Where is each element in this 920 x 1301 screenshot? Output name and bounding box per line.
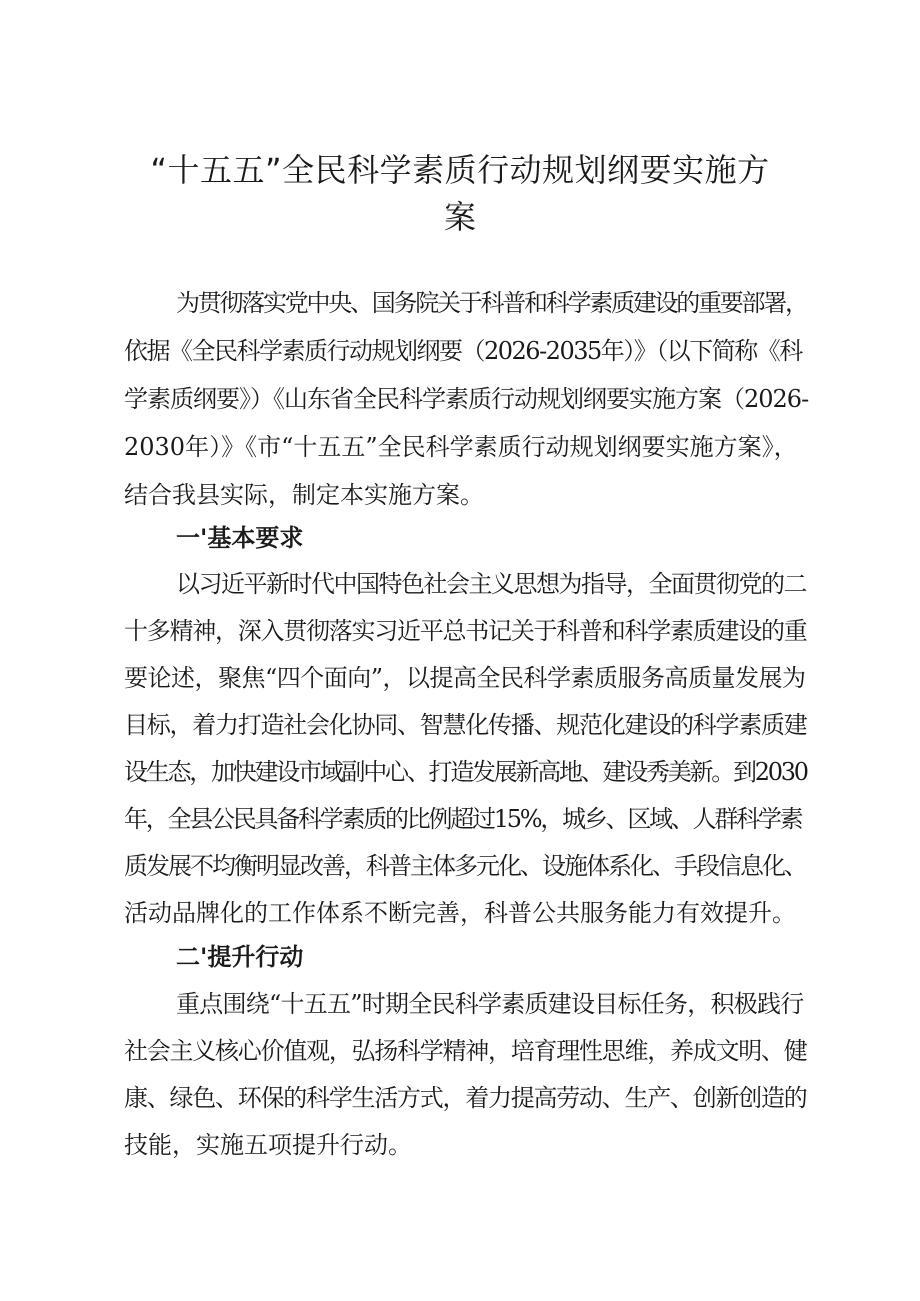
section-2-line-2: 社会主义核心价值观，弘扬科学精神，培育理性思维，养成文明、健 [124, 1037, 807, 1065]
intro-line-3: 学素质纲要》）《山东省全民科学素质行动规划纲要实施方案（2026- [124, 385, 809, 413]
section-2-line-3: 康、绿色、环保的科学生活方式，着力提高劳动、生产、创新创造的 [124, 1084, 807, 1112]
section-1-heading: 一'基本要求 [176, 524, 304, 552]
section-2-heading: 二'提升行动 [176, 943, 304, 971]
section-1-line-7: 质发展不均衡明显改善，科普主体多元化、设施体系化、手段信息化、 [124, 852, 806, 880]
section-2-line-4: 技能，实施五项提升行动。 [124, 1131, 412, 1159]
section-1-line-4: 目标，着力打造社会化协同、智慧化传播、规范化建设的科学素质建 [124, 711, 807, 739]
intro-line-5: 结合我县实际，制定本实施方案。 [124, 481, 484, 509]
section-1-line-5: 设生态，加快建设市域副中心、打造发展新高地、建设秀美新。到2030 [124, 758, 807, 786]
section-1-line-1: 以习近平新时代中国特色社会主义思想为指导，全面贯彻党的二 [176, 570, 806, 598]
intro-line-4: 2030年）》《市“十五五”全民科学素质行动规划纲要实施方案》， [124, 433, 798, 461]
section-1-line-6: 年，全县公民具备科学素质的比例超过15%，城乡、区域、人群科学素 [124, 805, 802, 833]
section-1-line-3: 要论述，聚焦“四个面向”，以提高全民科学素质服务高质量发展为 [124, 664, 806, 692]
section-1-line-2: 十多精神，深入贯彻落实习近平总书记关于科普和科学素质建设的重 [124, 617, 807, 645]
document-title-line-2: 案 [443, 198, 476, 236]
intro-line-2: 依据《全民科学素质行动规划纲要（2026-2035年）》（以下简称《科 [124, 337, 802, 365]
intro-line-1: 为贯彻落实党中央、国务院关于科普和科学素质建设的重要部署， [176, 289, 807, 317]
document-title-line-1: “十五五”全民科学素质行动规划纲要实施方 [150, 151, 770, 189]
section-2-line-1: 重点围绕“十五五”时期全民科学素质建设目标任务，积极践行 [176, 990, 804, 1018]
section-1-line-8: 活动品牌化的工作体系不断完善，科普公共服务能力有效提升。 [124, 899, 796, 927]
